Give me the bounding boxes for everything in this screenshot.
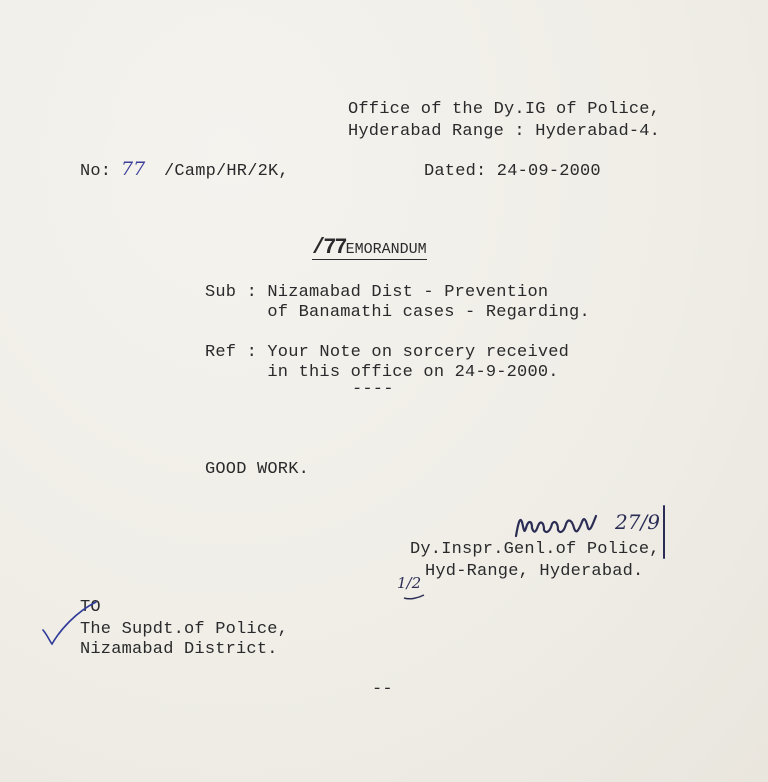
fraction-annotation: 1/2 [397, 574, 422, 592]
end-dashes: -- [372, 680, 393, 699]
ref-no-handwritten: 77 [121, 158, 146, 180]
reference-line-2: in this office on 24-9-2000. [205, 363, 559, 382]
ref-no-label: No: [80, 162, 112, 181]
to-label: TO [80, 598, 101, 617]
recipient-line-1: The Supdt.of Police, [80, 620, 289, 639]
signature-date: 27/9 [615, 510, 660, 534]
office-line-1: Office of the Dy.IG of Police, [348, 100, 661, 119]
memorandum-initial: /77 [312, 235, 346, 260]
subject-line-2: of Banamathi cases - Regarding. [205, 303, 590, 322]
signatory-line-1: Dy.Inspr.Genl.of Police, [410, 540, 660, 559]
subject-line-1: Sub : Nizamabad Dist - Prevention [205, 283, 549, 302]
dated-line: Dated: 24-09-2000 [424, 162, 601, 181]
separator-dashes: ---- [352, 380, 394, 399]
recipient-line-2: Nizamabad District. [80, 640, 278, 659]
memorandum-rest: EMORANDUM [345, 241, 427, 258]
ref-no-suffix: /Camp/HR/2K, [164, 162, 289, 181]
memorandum-title [276, 218, 427, 277]
body-text: GOOD WORK. [205, 460, 310, 479]
office-line-2: Hyderabad Range : Hyderabad-4. [348, 122, 661, 141]
fraction-underline-icon [402, 592, 426, 602]
signatory-line-2: Hyd-Range, Hyderabad. [425, 562, 644, 581]
reference-line-1: Ref : Your Note on sorcery received [205, 343, 570, 362]
